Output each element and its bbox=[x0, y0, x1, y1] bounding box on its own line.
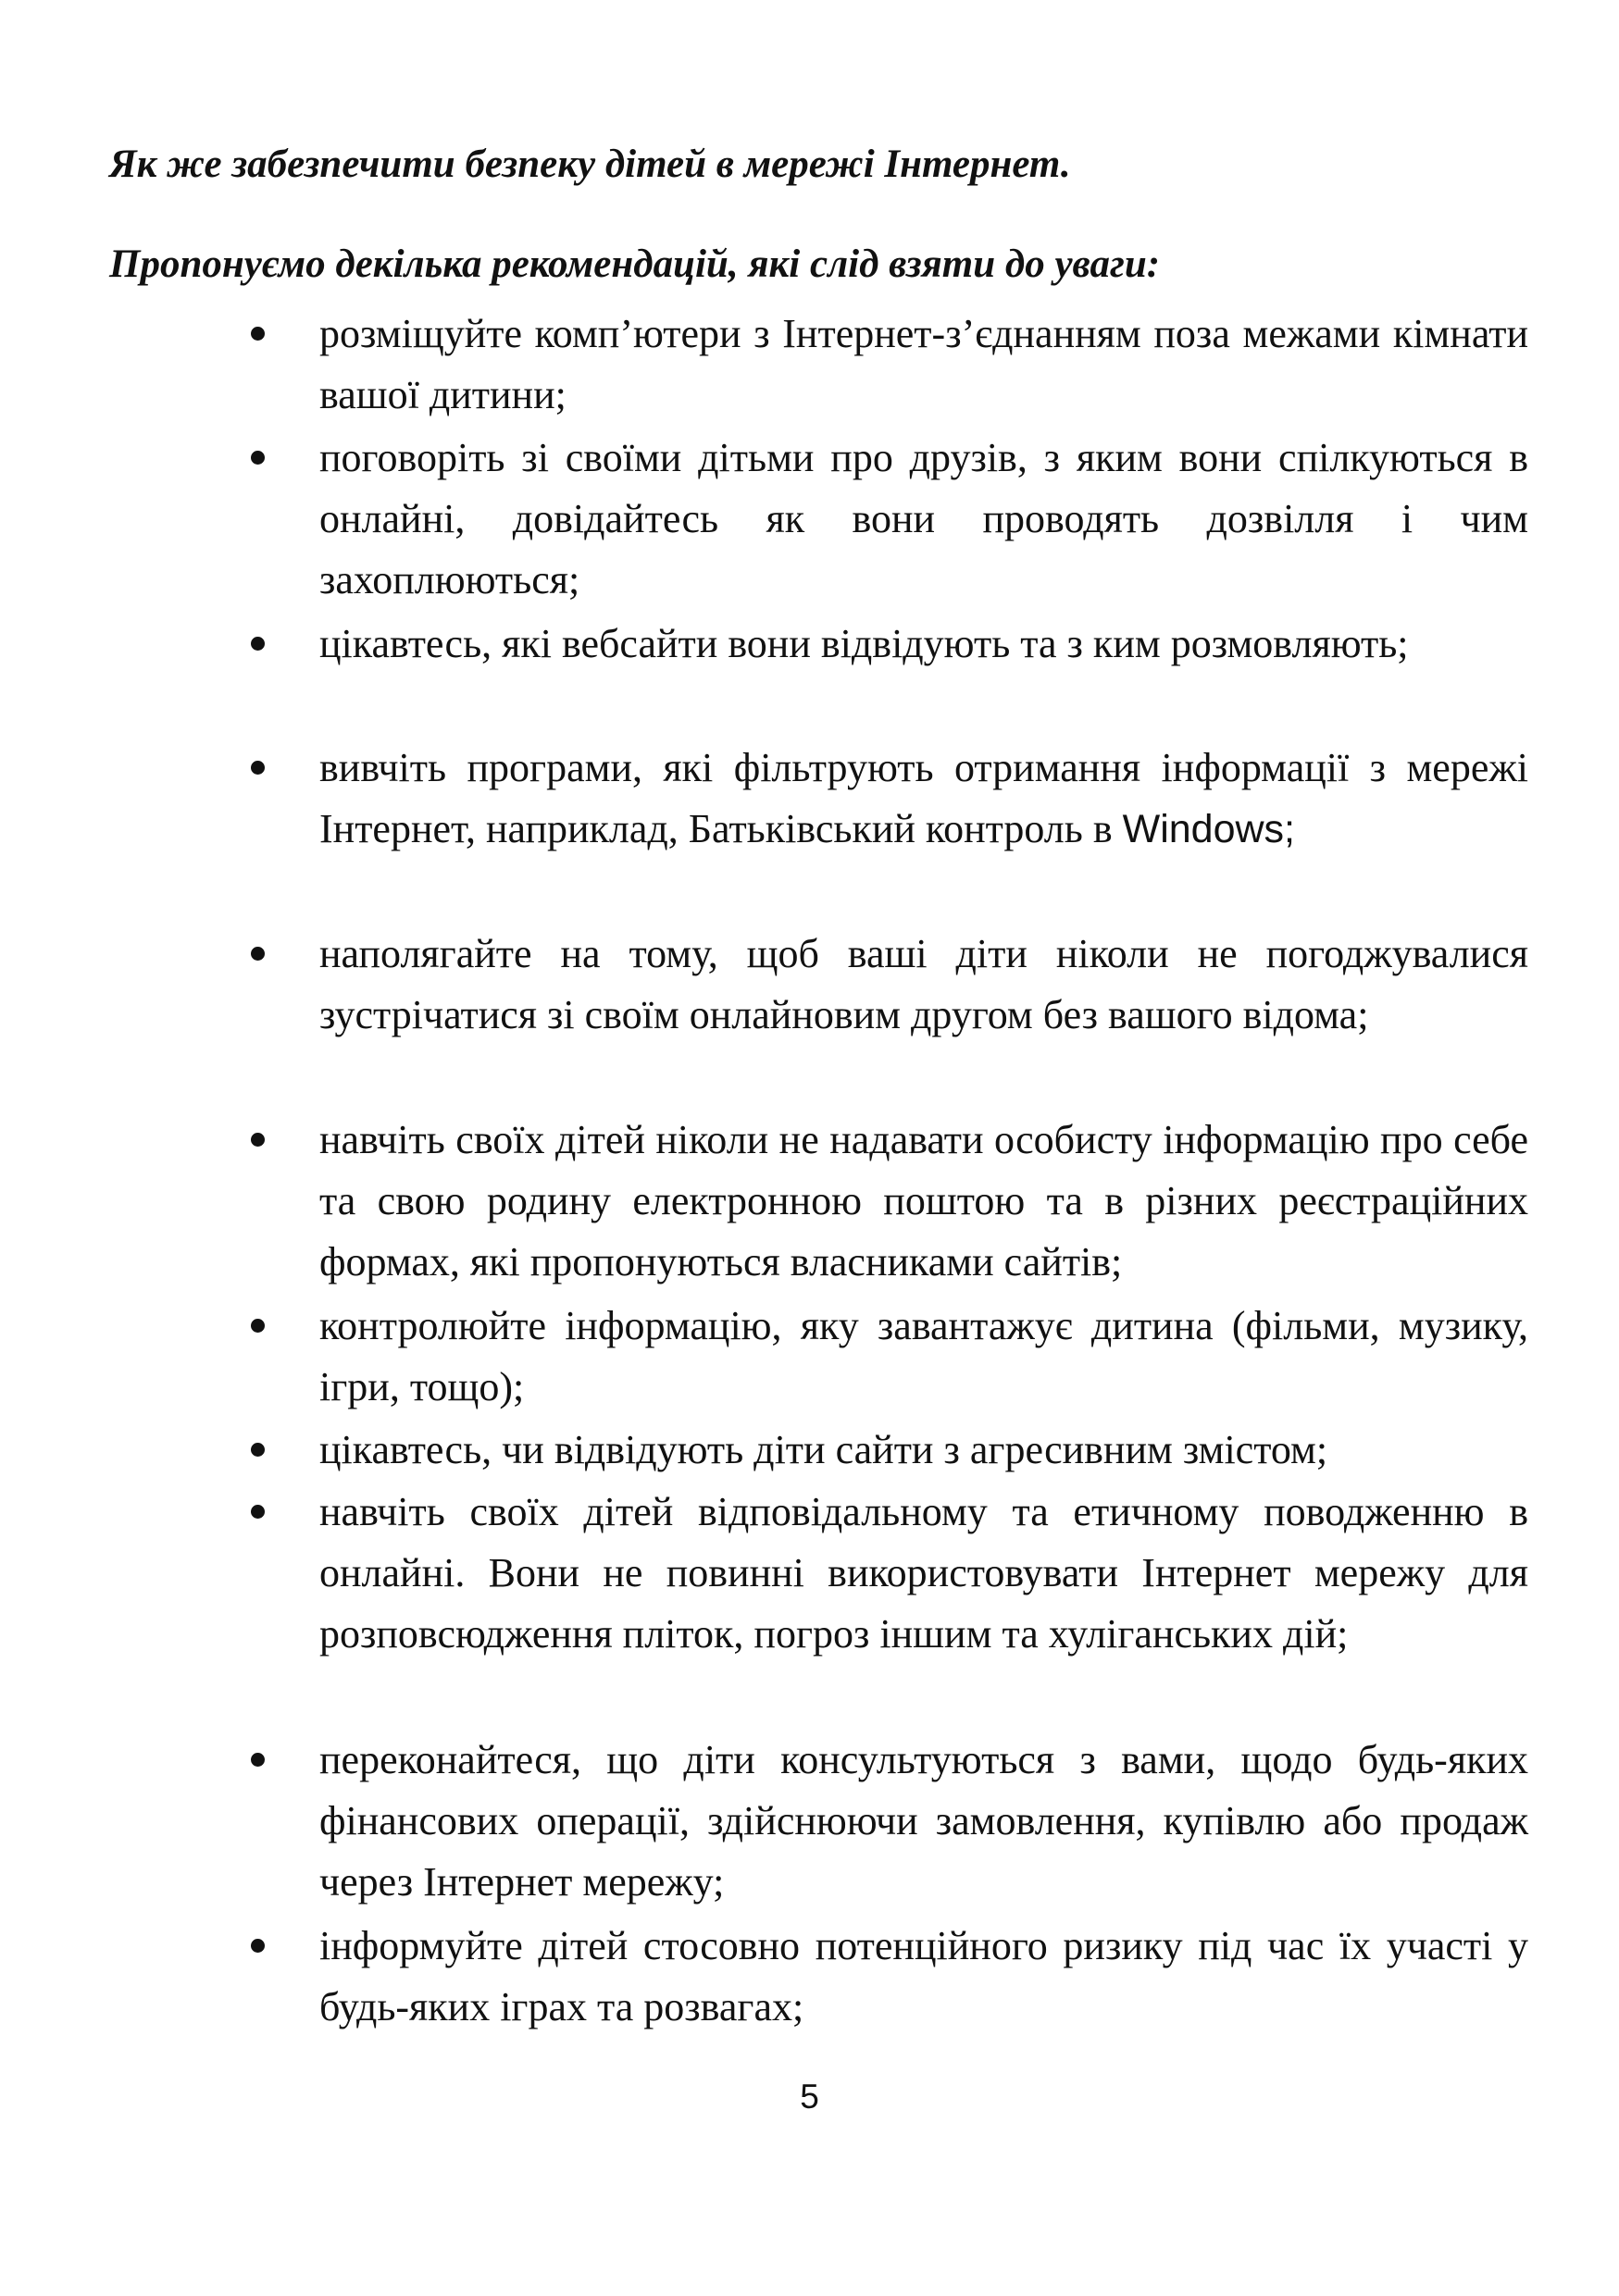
list-item-text bbox=[319, 738, 1528, 860]
bullet-icon bbox=[251, 1133, 265, 1147]
list-item-text: контролюйте інформацію, яку завантажує дитина (фільми, музику, ігри, тощо); bbox=[319, 1303, 1528, 1409]
bullet-icon bbox=[251, 1443, 265, 1457]
page-number: 5 bbox=[800, 2078, 819, 2116]
list-item-text: розміщуйте комп’ютери з Інтернет-з’єднанням поза межами кімнати вашої дитини; bbox=[319, 311, 1528, 417]
list-item-text: наполягайте на тому, щоб ваші діти ніколи не погоджувалися зустрічатися зі своїм онлайновим другом без вашого відома; bbox=[319, 931, 1528, 1037]
bullet-icon bbox=[251, 947, 265, 961]
bullet-icon bbox=[251, 327, 265, 341]
list-item-text: навчіть своїх дітей відповідальному та етичному поводженню в онлайні. Вони не повинні використовувати Інтернет мережу для розповсюдження пліток, погроз іншим та хуліганських дій; bbox=[319, 1489, 1528, 1657]
bullet-icon bbox=[251, 1505, 265, 1519]
list-item-text: інформуйте дітей стосовно потенційного ризику під час їх участі у будь-яких іграх та розвагах; bbox=[319, 1923, 1528, 2029]
list-item-text: цікавтесь, чи відвідують діти сайти з агресивним змістом; bbox=[319, 1427, 1328, 1472]
bullet-icon bbox=[251, 761, 265, 775]
windows-text: Windows; bbox=[1122, 807, 1295, 851]
list-item-text: переконайтеся, що діти консультуються з вами, щодо будь-яких фінансових операції, здійснюючи замовлення, купівлю або продаж через Інтернет мережу; bbox=[319, 1737, 1528, 1905]
list-item-text-main: вивчіть програми, які фільтрують отримання інформації з мережі Інтернет, наприклад, Батьківський контроль в bbox=[319, 745, 1528, 851]
bullet-icon bbox=[251, 1753, 265, 1767]
list-item-text: навчіть своїх дітей ніколи не надавати особисту інформацію про себе та свою родину електронною поштою та в різних реєстраційних формах, які пропонуються власниками сайтів; bbox=[319, 1117, 1528, 1285]
page-subheading: Пропонуємо декілька рекомендацій, які слід взяти до уваги: bbox=[109, 242, 1161, 286]
list-item-text: цікавтесь, які вебсайти вони відвідують та з ким розмовляють; bbox=[319, 621, 1409, 666]
bullet-icon bbox=[251, 637, 265, 651]
page-heading: Як же забезпечити безпеку дітей в мережі Інтернет. bbox=[109, 143, 1071, 186]
list-item-text: поговоріть зі своїми дітьми про друзів, з яким вони спілкуються в онлайні, довідайтесь як вони проводять дозвілля і чим захоплюються; bbox=[319, 435, 1528, 602]
bullet-icon bbox=[251, 1319, 265, 1333]
bullet-icon bbox=[251, 1939, 265, 1953]
bullet-icon bbox=[251, 451, 265, 465]
